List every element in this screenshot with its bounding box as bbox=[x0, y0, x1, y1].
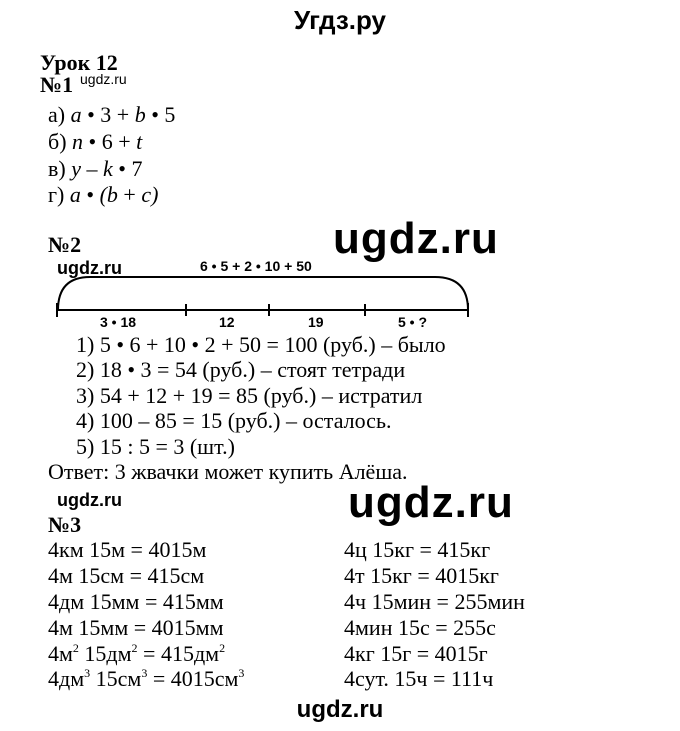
conversion-right-3: 4ч 15мин = 255мин bbox=[344, 589, 525, 614]
watermark-small: ugdz.ru bbox=[80, 71, 127, 87]
watermark-big: ugdz.ru bbox=[348, 478, 514, 527]
task2-number: №2 bbox=[48, 232, 82, 257]
item-label: б) bbox=[48, 129, 67, 154]
task1-item-v: в) y – k • 7 bbox=[48, 156, 143, 181]
segment-label-1: 3 • 18 bbox=[100, 314, 137, 330]
task1-number: №1 bbox=[40, 72, 74, 97]
conversion-left-6: $4дм^3$ $15см^3 = 4015см^3$ bbox=[48, 666, 245, 691]
item-label: г) bbox=[48, 182, 65, 207]
conversion-right-1: 4ц 15кг = 415кг bbox=[344, 537, 491, 562]
var-a: a bbox=[70, 102, 82, 127]
item-label: а) bbox=[48, 102, 66, 127]
watermark-small: ugdz.ru bbox=[57, 490, 122, 510]
step-4: 4) 100 – 85 = 15 (руб.) – осталось. bbox=[76, 408, 392, 433]
conversion-left-5: $4м^2$ $15дм^2 = 415дм^2$ bbox=[48, 641, 226, 666]
step-1: 1) 5 • 6 + 10 • 2 + 50 = 100 (руб.) – было bbox=[76, 332, 446, 357]
conversion-right-5: 4кг 15г = 4015г bbox=[344, 641, 488, 666]
task1-item-g: г) a • (b + c) bbox=[48, 182, 159, 207]
conversion-left-1: 4км 15м = 4015м bbox=[48, 537, 207, 562]
step-3: 3) 54 + 12 + 19 = 85 (руб.) – истратил bbox=[76, 383, 423, 408]
conversion-right-4: 4мин 15с = 255с bbox=[344, 615, 496, 640]
conversion-right-2: 4т 15кг = 4015кг bbox=[344, 563, 499, 588]
conversion-right-6: 4сут. 15ч = 111ч bbox=[344, 666, 494, 691]
segment-label-2: 12 bbox=[219, 314, 235, 330]
watermark-small: ugdz.ru bbox=[57, 258, 122, 278]
segment-label-4: 5 • ? bbox=[398, 314, 428, 330]
diagram-total-label: 6 • 5 + 2 • 10 + 50 bbox=[200, 258, 312, 274]
segment-label-3: 19 bbox=[308, 314, 324, 330]
conversion-left-4: 4м 15мм = 4015мм bbox=[48, 615, 224, 640]
step-5: 5) 15 : 5 = 3 (шт.) bbox=[76, 434, 235, 459]
answer: Ответ: 3 жвачки может купить Алёша. bbox=[48, 459, 408, 484]
conversion-left-2: 4м 15см = 415см bbox=[48, 563, 205, 588]
task1-item-a: а) a • 3 + b • 5 bbox=[48, 102, 176, 127]
lesson-title: Урок 12 bbox=[40, 50, 118, 75]
site-title: Угдз.ру bbox=[294, 5, 386, 35]
watermark-big: ugdz.ru bbox=[333, 214, 499, 263]
task3-number: №3 bbox=[48, 512, 82, 537]
item-label: в) bbox=[48, 156, 66, 181]
step-2: 2) 18 • 3 = 54 (руб.) – стоят тетради bbox=[76, 357, 406, 382]
task1-item-b: б) n • 6 + t bbox=[48, 129, 143, 154]
watermark-footer: ugdz.ru bbox=[296, 696, 384, 723]
conversion-left-3: 4дм 15мм = 415мм bbox=[48, 589, 224, 614]
